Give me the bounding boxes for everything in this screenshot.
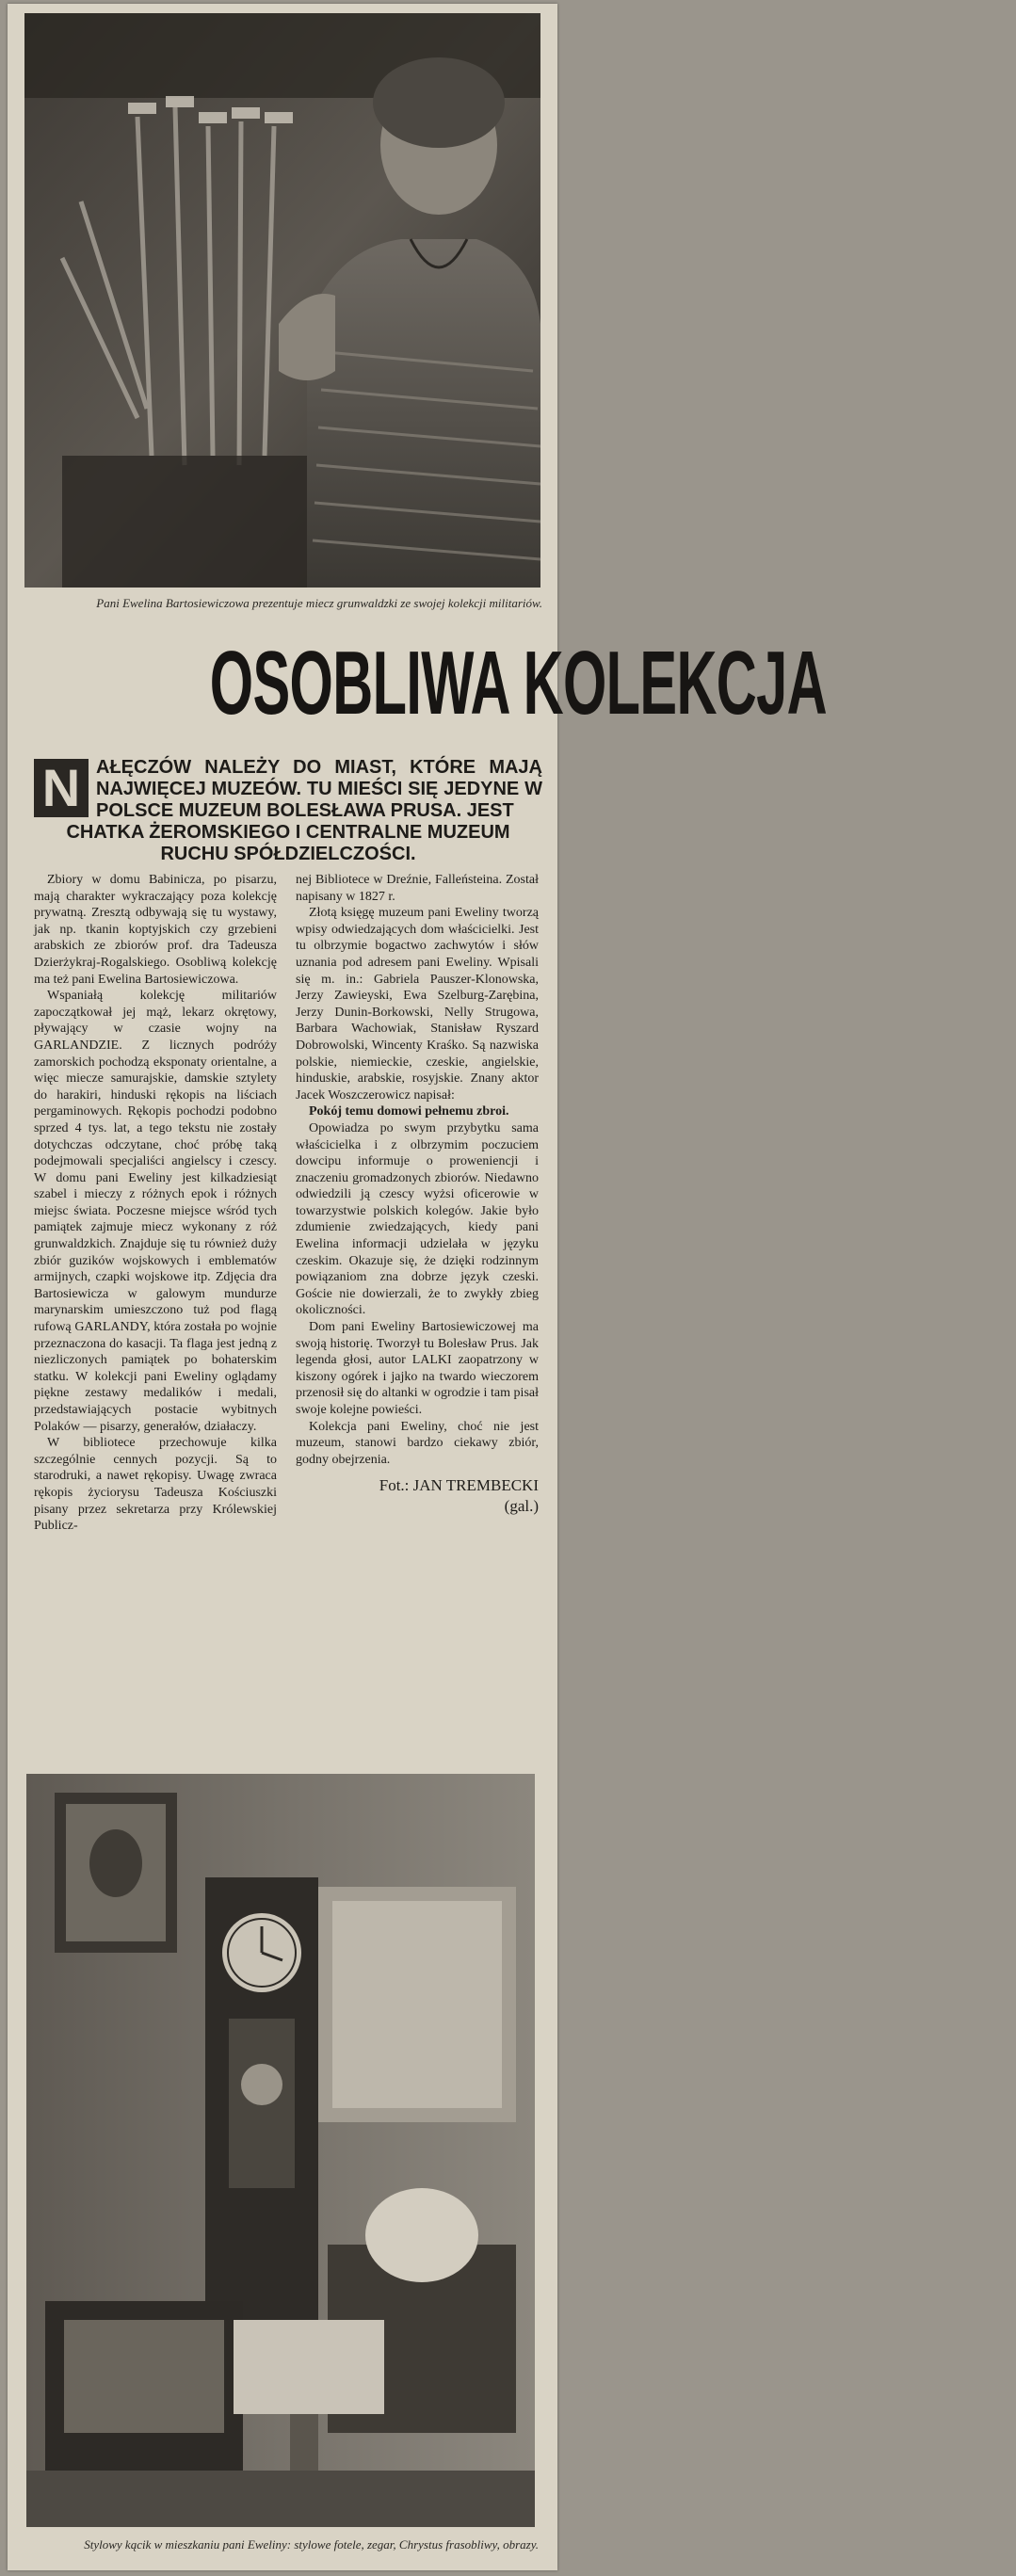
drop-cap: N [34,759,89,817]
quote: Pokój temu domowi pełnemu zbroi. [309,1104,509,1119]
lead-paragraph [34,757,542,865]
photo-woman-with-sword [24,13,540,588]
photo-caption-bottom: Stylowy kącik w mieszkaniu pani Eweliny: stylowe fotele, zegar, Chrystus frasobliwy, obrazy. [84,2537,539,2552]
photo-credit-text: Fot.: JAN TREMBECKI [379,1476,539,1495]
article-column-right [296,872,539,1517]
paragraph: W bibliotece przechowuje kilka szczególnie cennych pozycji. Są to starodruki, a nawet rękopisy. Uwagę zwraca rękopis życiorysu Tadeusza Kościuszki pisany przez sekretarza przy Królewskiej Publicz- [34,1436,277,1534]
paragraph: Dom pani Eweliny Bartosiewiczowej ma swoją historię. Tworzył tu Bolesław Prus. Jak legenda głosi, autor LALKI zaopatrzony w kiszony ogórek i jajko na twardo wieczorem przenosił się do altanki w ogrodzie i tam pisał swoje kolejne powieści. [296,1320,539,1417]
paragraph: Opowiadza po swym przybytku sama właścicielka i z olbrzymim poczuciem dowcipu informuje o proweniencji i znaczeniu gromadzonych zbiorów. Niedawno odwiedzili ją czescy wyżsi oficerowie w towarzystwie polskich kolegów. Jakie było zdumienie zwiedzających, kiedy pani Ewelina informacji udzielała w języku czeskim. Okazuje się, że dzięki rodzinnym powiązaniom zna dobrze język czeski. Goście nie dowierzali, że to zwykły zbieg okoliczności. [296,1120,539,1318]
paragraph: Złotą księgę muzeum pani Eweliny tworzą wpisy odwiedzających dom właścicielki. Jest tu olbrzymie bogactwo zachwytów i słów uznania pod adresem pani Eweliny. Wpisali się m. in.: Gabriela Pauszer-Klonowska, Jerzy Zawieyski, Ewa Szelburg-Zarębina, Jerzy Dunin-Borkowski, Nelly Strugowa, Barbara Wachowiak, Stanisław Ryszard Dobrowolski, Wincenty Kraśko. Są nazwiska polskie, niemieckie, czeskie, angielskie, hinduskie, arabskie, rosyjskie. Znany aktor Jacek Woszczerowicz napisał: [296,906,539,1103]
lead-text: AŁĘCZÓW NALEŻY DO MIAST, KTÓRE MAJĄ NAJWIĘCEJ MUZEÓW. TU MIEŚCI SIĘ JEDYNE W POLSCE MUZEUM BOLESŁAWA PRUSA. JEST [96,757,542,821]
article-body [34,872,539,1766]
photo-woman-with-sword-image [24,13,540,588]
photo-caption-top: Pani Ewelina Bartosiewiczowa prezentuje miecz grunwaldzki ze swojej kolekcji militariów. [96,596,542,610]
photo-interior-corner [26,1774,535,2527]
author-initials: (gal.) [504,1497,539,1516]
paragraph: Zbiory w domu Babinicza, po pisarzu, mają charakter wykraczający poza kolekcję prywatną. Zresztą odbywają się tu wystawy, jak np. tkanin koptyjskich czy grzebieni arabskich ze zbiorów prof. dra Tadeusza Dzierżykraj-Rogalskiego. Osobliwą kolekcję ma też pani Ewelina Bartosiewiczowa. [34,873,277,987]
newspaper-clipping [8,4,828,2570]
article-column-left [34,872,277,1535]
photo-credit [296,1475,539,1517]
paragraph: Wspaniałą kolekcję militariów zapoczątkował jej mąż, lekarz okrętowy, pływający w czasie wojny na GARLANDZIE. Z licznych podróży zamorskich pochodzą eksponaty orientalne, a więc miecze samurajskie, damskie sztylety do harakiri, hinduski rękopis na liściach pergaminowych. Rękopis pochodzi podobno sprzed 4 tys. lat, a tego tekstu nie zostały dotychczas odczytane, choć próbę taką podejmowali specjaliści angielscy i czescy. W domu pani Eweliny jest kilkadziesiąt szabel i mieczy z różnych epok i różnych miejsc świata. Poczesne miejsce wśród tych pamiątek zajmuje miecz wykonany z róż grunwaldzkich. Znajduje się tu również duży zbiór guzików wojskowych i emblematów armijnych, czapki wojskowe itp. Zdjęcia dra Bartosiewicza w galowym mundurze marynarskim umieszczono tuż pod flagą rufową GARLANDY, która została po wojnie przeznaczona do kasacji. Ta flaga jest jedną z niezliczonych pamiątek po bohaterskim statku. W kolekcji pani Eweliny oglądamy piękne zestawy medalików i medali, przedstawiających postacie wybitnych Polaków — pisarzy, generałów, działaczy. [34,989,277,1434]
headline [21,633,828,734]
headline-text: OSOBLIWA KOLEKCJA [209,633,828,733]
lead-continuation: CHATKA ŻEROMSKIEGO I CENTRALNE MUZEUM RUCHU SPÓŁDZIELCZOŚCI. [66,822,510,864]
paragraph: Kolekcja pani Eweliny, choć nie jest muzeum, stanowi bardzo ciekawy zbiór, godny obejrzenia. [296,1419,539,1467]
photo-interior-corner-image [26,1774,535,2527]
paragraph: nej Bibliotece w Dreźnie, Falleństeina. Został napisany w 1827 r. [296,873,539,904]
